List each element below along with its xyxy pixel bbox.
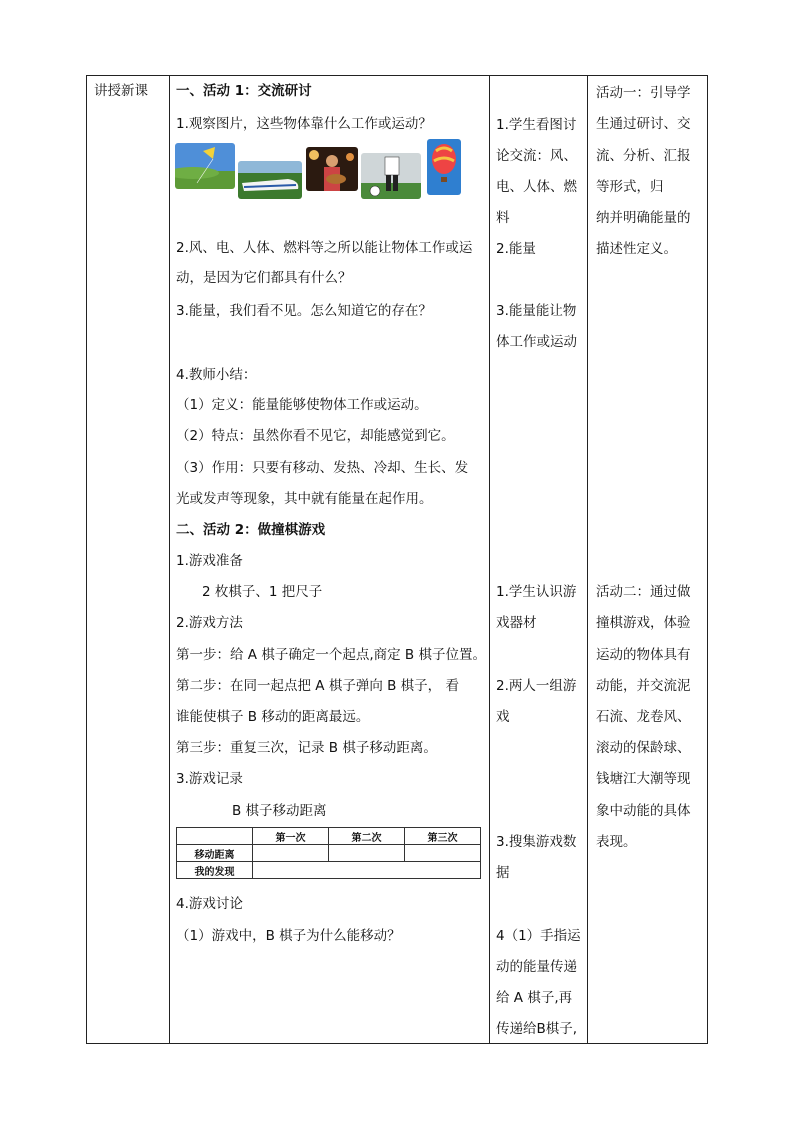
row-header: 移动距离 bbox=[177, 845, 253, 862]
student-a1-line4: 料 bbox=[496, 210, 510, 226]
intent-2-line7: 钱塘江大潮等现 bbox=[596, 771, 691, 787]
student-b4-line3: 给 A 棋子,再 bbox=[496, 990, 573, 1006]
hot-air-balloon-photo bbox=[427, 139, 461, 195]
singer-photo bbox=[306, 147, 358, 191]
intent-1-line1: 活动一：引导学 bbox=[596, 85, 691, 101]
row-header: 我的发现 bbox=[177, 862, 253, 879]
train-photo bbox=[238, 161, 302, 199]
record-table-caption: B 棋子移动距离 bbox=[232, 803, 327, 819]
step-3: 第三步：重复三次，记录 B 棋子移动距离。 bbox=[176, 740, 437, 756]
kite-photo bbox=[175, 143, 235, 189]
student-a1-line3: 电、人体、燃 bbox=[496, 179, 577, 195]
student-a3-line1: 3.能量能让物 bbox=[496, 303, 577, 319]
soccer-photo bbox=[361, 153, 421, 199]
intent-1-line3: 流、分析、汇报 bbox=[596, 148, 691, 164]
intent-2-line3: 运动的物体具有 bbox=[596, 647, 691, 663]
game-record-title: 3.游戏记录 bbox=[176, 771, 243, 787]
student-b3-line1: 3.搜集游戏数 bbox=[496, 834, 577, 850]
question-2-line2: 动，是因为它们都具有什么？ bbox=[176, 270, 352, 286]
summary-title: 4.教师小结： bbox=[176, 367, 257, 383]
intent-1-line4: 等形式，归 bbox=[596, 179, 664, 195]
table-row bbox=[177, 845, 481, 862]
student-a1-line2: 论交流：风、 bbox=[496, 148, 577, 164]
table-cell bbox=[329, 845, 405, 862]
intent-1-line2: 生通过研讨、交 bbox=[596, 116, 691, 132]
game-discussion-title: 4.游戏讨论 bbox=[176, 896, 243, 912]
student-b4-line1: 4（1）手指运 bbox=[496, 928, 581, 944]
intent-2-line8: 象中动能的具体 bbox=[596, 803, 691, 819]
summary-effect-line1: （3）作用：只要有移动、发热、冷却、生长、发 bbox=[176, 460, 469, 476]
step-1: 第一步：给 A 棋子确定一个起点,商定 B 棋子位置。 bbox=[176, 647, 486, 663]
table-row bbox=[177, 828, 481, 845]
column-divider bbox=[489, 76, 490, 1043]
game-method-title: 2.游戏方法 bbox=[176, 615, 243, 631]
image-row bbox=[175, 139, 465, 201]
intent-2-line9: 表现。 bbox=[596, 834, 637, 850]
table-cell bbox=[253, 845, 329, 862]
intent-2-line4: 动能，并交流泥 bbox=[596, 678, 691, 694]
intent-2-line5: 石流、龙卷风、 bbox=[596, 709, 691, 725]
game-prep-items: 2 枚棋子、1 把尺子 bbox=[202, 584, 323, 600]
column-divider bbox=[587, 76, 588, 1043]
question-1: 1.观察图片，这些物体靠什么工作或运动？ bbox=[176, 116, 432, 132]
question-2-line1: 2.风、电、人体、燃料等之所以能让物体工作或运 bbox=[176, 240, 473, 256]
student-b1-line2: 戏器材 bbox=[496, 615, 537, 631]
step-2-line1: 第二步：在同一起点把 A 棋子弹向 B 棋子， 看 bbox=[176, 678, 459, 694]
student-b4-line4: 传递给B棋子, bbox=[496, 1021, 578, 1037]
record-table bbox=[176, 827, 481, 879]
table-header: 第二次 bbox=[329, 828, 405, 845]
table-header: 第三次 bbox=[405, 828, 481, 845]
discussion-question-1: （1）游戏中，B 棋子为什么能移动？ bbox=[176, 928, 401, 944]
intent-2-line6: 滚动的保龄球、 bbox=[596, 740, 691, 756]
summary-definition: （1）定义：能量能够使物体工作或运动。 bbox=[176, 397, 428, 413]
intent-1-line5: 纳并明确能量的 bbox=[596, 210, 691, 226]
table-cell bbox=[253, 862, 481, 879]
step-2-line2: 谁能使棋子 B 移动的距离最远。 bbox=[176, 709, 370, 725]
student-a3-line2: 体工作或运动 bbox=[496, 334, 577, 350]
student-a2: 2.能量 bbox=[496, 241, 536, 257]
student-a1-line1: 1.学生看图讨 bbox=[496, 117, 577, 133]
student-b1-line1: 1.学生认识游 bbox=[496, 584, 577, 600]
intent-2-line1: 活动二：通过做 bbox=[596, 584, 691, 600]
question-3: 3.能量，我们看不见。怎么知道它的存在？ bbox=[176, 303, 432, 319]
summary-effect-line2: 光或发声等现象，其中就有能量在起作用。 bbox=[176, 491, 433, 507]
activity2-title: 二、活动 2：做撞棋游戏 bbox=[176, 522, 326, 538]
student-b2-line2: 戏 bbox=[496, 709, 510, 725]
intent-2-line2: 撞棋游戏，体验 bbox=[596, 615, 691, 631]
table-header: 第一次 bbox=[253, 828, 329, 845]
student-b3-line2: 据 bbox=[496, 865, 510, 881]
column-divider bbox=[169, 76, 170, 1043]
section-label: 讲授新课 bbox=[94, 83, 148, 99]
game-prep-title: 1.游戏准备 bbox=[176, 553, 243, 569]
student-b4-line2: 动的能量传递 bbox=[496, 959, 577, 975]
activity1-title: 一、活动 1：交流研讨 bbox=[176, 83, 312, 99]
summary-feature: （2）特点：虽然你看不见它，却能感觉到它。 bbox=[176, 428, 455, 444]
table-row bbox=[177, 862, 481, 879]
student-b2-line1: 2.两人一组游 bbox=[496, 678, 577, 694]
table-cell bbox=[177, 828, 253, 845]
intent-1-line6: 描述性定义。 bbox=[596, 241, 677, 257]
table-cell bbox=[405, 845, 481, 862]
